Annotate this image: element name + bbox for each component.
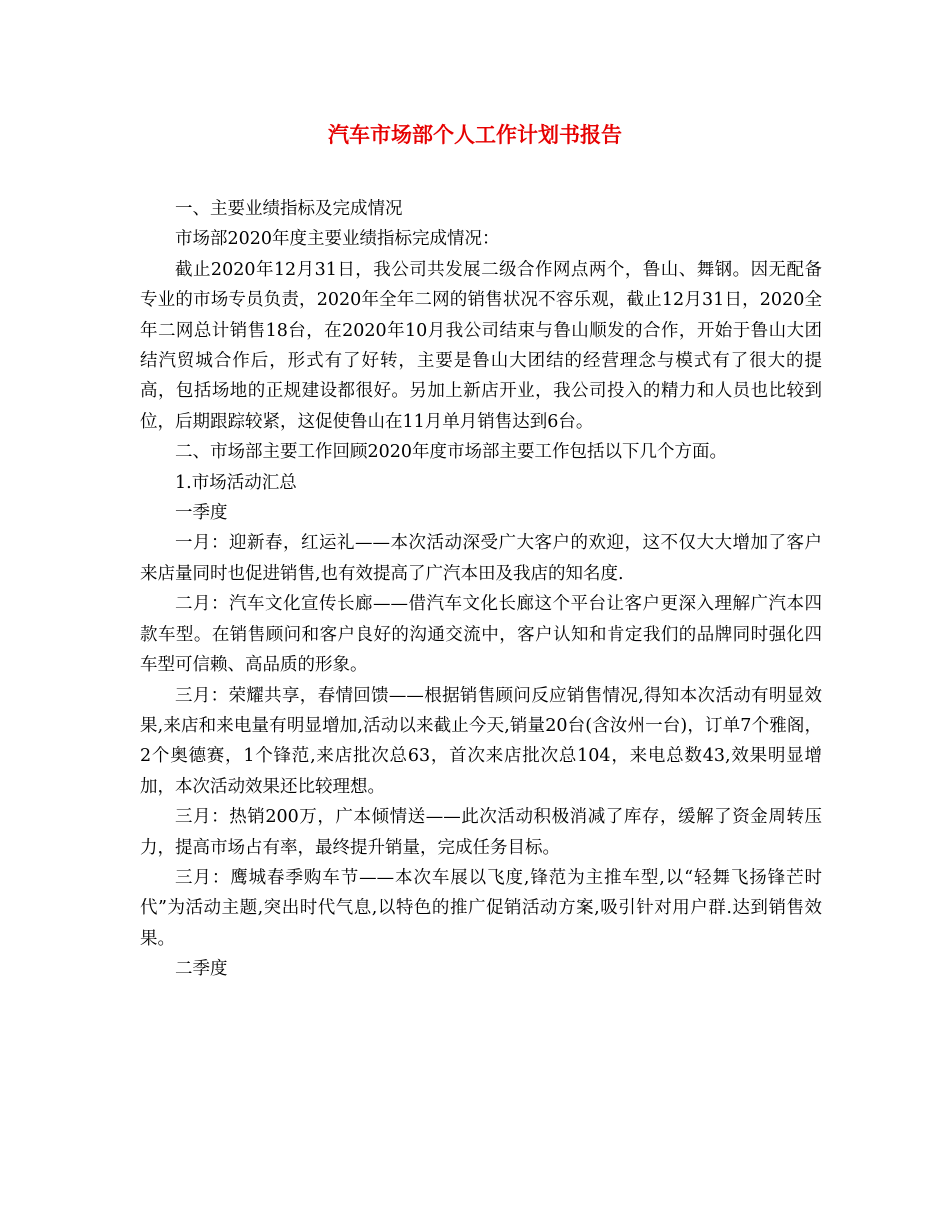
quarter-heading-q1: 一季度 [175,503,228,524]
paragraph-performance-detail: 截止2020年12月31日，我公司共发展二级合作网点两个，鲁山、舞钢。因无配备专业的市场专员负责，2020年全年二网的销售状况不容乐观，截止12月31日，2020全年二网总计销售18台，在2020年10月我公司结束与鲁山顺发的合作，开始于鲁山大团结汽贸城合作后，形式有了好转，主要是鲁山大团结的经营理念与模式有了很大的提高，包括场地的正规建设都很好。另加上新店开业，我公司投入的精力和人员也比较到位，后期跟踪较紧，这促使鲁山在11月单月销售达到6台。 [140,259,822,432]
paragraph-march-1: 三月：荣耀共享，春情回馈——根据销售顾问反应销售情况,得知本次活动有明显效果,来店和来电量有明显增加,活动以来截止今天,销量20台(含汝州一台)，订单7个雅阁，2个奥德赛，1个锋范,来店批次总63，首次来店批次总104，来电总数43,效果明显增加，本次活动效果还比较理想。 [140,685,822,797]
section-heading-performance: 一、主要业绩指标及完成情况 [175,199,403,219]
paragraph-february: 二月：汽车文化宣传长廊——借汽车文化长廊这个平台让客户更深入理解广汽本四款车型。在销售顾问和客户良好的沟通交流中，客户认知和肯定我们的品牌同时强化四车型可信赖、高品质的形象。 [140,594,822,676]
paragraph-performance-intro: 市场部2020年度主要业绩指标完成情况： [175,229,500,250]
paragraph-march-3: 三月：鹰城春季购车节——本次车展以飞度,锋范为主推车型,以“轻舞飞扬锋芒时代”为活动主题,突出时代气息,以特色的推广促销活动方案,吸引针对用户群.达到销售效果。 [140,867,822,949]
quarter-heading-q2: 二季度 [175,959,228,980]
paragraph-march-2: 三月：热销200万，广本倾情送——此次活动积极消减了库存，缓解了资金周转压力，提高市场占有率，最终提升销量，完成任务目标。 [140,807,822,858]
paragraph-january: 一月：迎新春，红运礼——本次活动深受广大客户的欢迎，这不仅大大增加了客户来店量同时也促进销售,也有效提高了广汽本田及我店的知名度. [140,533,822,584]
subsection-heading-activities: 1.市场活动汇总 [175,472,297,493]
section-heading-review: 二、市场部主要工作回顾2020年度市场部主要工作包括以下几个方面。 [175,442,728,463]
document-body [140,194,822,985]
document-title: 汽车市场部个人工作计划书报告 [328,122,622,147]
